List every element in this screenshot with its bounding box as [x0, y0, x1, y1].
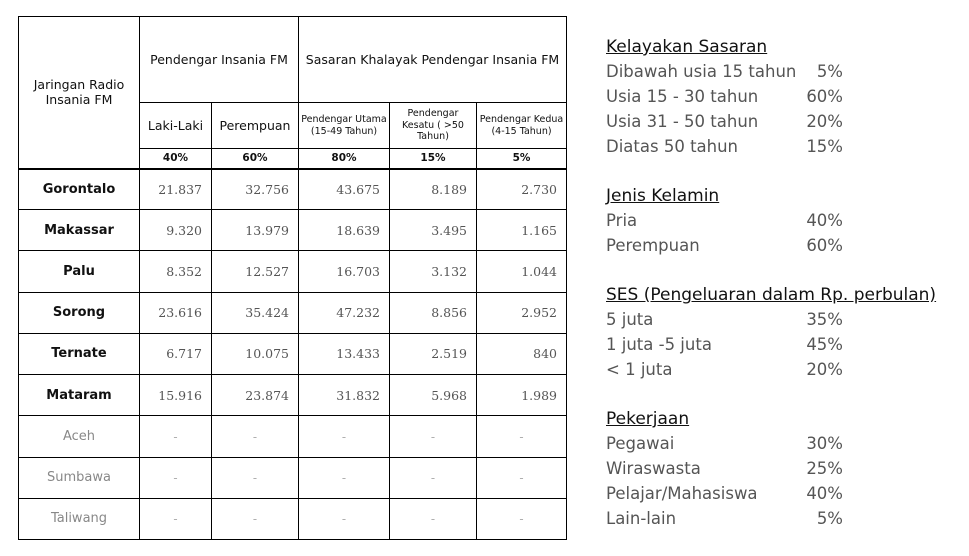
- criteria-label: Dibawah usia 15 tahun: [606, 62, 797, 81]
- criteria-row: [606, 431, 956, 456]
- value-cell: 8.189: [390, 169, 477, 210]
- value-cell: -: [299, 416, 390, 457]
- value-cell: 21.837: [140, 169, 212, 210]
- city-cell: Ternate: [19, 333, 140, 374]
- value-cell: 1.165: [477, 210, 567, 251]
- value-cell: 6.717: [140, 333, 212, 374]
- criteria-label: Perempuan: [606, 236, 700, 255]
- value-cell: 840: [477, 333, 567, 374]
- value-cell: -: [212, 416, 299, 457]
- criteria-label: Pegawai: [606, 434, 675, 453]
- criteria-value: 60%: [806, 87, 843, 106]
- criteria-value: 40%: [806, 211, 843, 230]
- value-cell: 13.979: [212, 210, 299, 251]
- criteria-row: [606, 307, 956, 332]
- criteria-value: 30%: [806, 434, 843, 453]
- criteria-value: 60%: [806, 236, 843, 255]
- subheader: Pendengar Kedua (4-15 Tahun): [477, 103, 567, 149]
- city-cell: Gorontalo: [19, 169, 140, 210]
- criteria-value: 20%: [806, 112, 843, 131]
- value-cell: -: [390, 498, 477, 539]
- criteria-row: [606, 109, 956, 134]
- criteria-label: < 1 juta: [606, 360, 673, 379]
- value-cell: 23.874: [212, 375, 299, 416]
- criteria-value: 45%: [806, 335, 843, 354]
- criteria-row: [606, 59, 956, 84]
- subheader: Perempuan: [212, 103, 299, 149]
- value-cell: 9.320: [140, 210, 212, 251]
- value-cell: -: [140, 416, 212, 457]
- criteria-row: [606, 208, 956, 233]
- criteria-value: 35%: [806, 310, 843, 329]
- criteria-row: [606, 332, 956, 357]
- criteria-label: Lain-lain: [606, 509, 677, 528]
- criteria-value: 15%: [806, 137, 843, 156]
- table-row: [19, 292, 567, 333]
- criteria-section: [606, 184, 956, 258]
- value-cell: 3.495: [390, 210, 477, 251]
- criteria-label: 1 juta -5 juta: [606, 335, 712, 354]
- value-cell: 15.916: [140, 375, 212, 416]
- value-cell: -: [477, 498, 567, 539]
- criteria-label: Diatas 50 tahun: [606, 137, 739, 156]
- criteria-label: Wiraswasta: [606, 459, 701, 478]
- section-title: Pekerjaan: [606, 409, 690, 429]
- value-cell: -: [390, 416, 477, 457]
- table-row: [19, 333, 567, 374]
- percentage-cell: 80%: [299, 149, 390, 169]
- criteria-section: [606, 283, 956, 382]
- corner-header: Jaringan Radio Insania FM: [19, 17, 140, 169]
- value-cell: 8.352: [140, 251, 212, 292]
- criteria-section: [606, 35, 956, 159]
- value-cell: 31.832: [299, 375, 390, 416]
- value-cell: 32.756: [212, 169, 299, 210]
- value-cell: -: [140, 457, 212, 498]
- criteria-label: 5 juta: [606, 310, 654, 329]
- value-cell: 10.075: [212, 333, 299, 374]
- table-row: [19, 498, 567, 539]
- table-row: [19, 210, 567, 251]
- value-cell: -: [212, 457, 299, 498]
- criteria-section: [606, 407, 956, 531]
- table-row: [19, 416, 567, 457]
- subheader: Pendengar Kesatu ( >50 Tahun): [390, 103, 477, 149]
- subheader: Pendengar Utama (15-49 Tahun): [299, 103, 390, 149]
- audience-criteria-panel: [606, 35, 956, 556]
- table-row: [19, 375, 567, 416]
- city-cell: Palu: [19, 251, 140, 292]
- city-cell: Makassar: [19, 210, 140, 251]
- criteria-value: 5%: [816, 509, 843, 528]
- city-cell: Taliwang: [19, 498, 140, 539]
- value-cell: 2.730: [477, 169, 567, 210]
- criteria-value: 5%: [816, 62, 843, 81]
- criteria-value: 20%: [806, 360, 843, 379]
- value-cell: 2.952: [477, 292, 567, 333]
- subheader: Laki-Laki: [140, 103, 212, 149]
- group-header-target: Sasaran Khalayak Pendengar Insania FM: [299, 17, 567, 103]
- value-cell: -: [140, 498, 212, 539]
- value-cell: -: [477, 416, 567, 457]
- criteria-label: Pelajar/Mahasiswa: [606, 484, 758, 503]
- percentage-cell: 15%: [390, 149, 477, 169]
- city-cell: Sumbawa: [19, 457, 140, 498]
- criteria-row: [606, 357, 956, 382]
- value-cell: -: [477, 457, 567, 498]
- table-row: [19, 251, 567, 292]
- percentage-cell: 60%: [212, 149, 299, 169]
- table-body: [19, 169, 567, 540]
- criteria-row: [606, 134, 956, 159]
- criteria-row: [606, 233, 956, 258]
- table-row: [19, 169, 567, 210]
- section-title: SES (Pengeluaran dalam Rp. perbulan): [606, 285, 937, 305]
- criteria-label: Usia 31 - 50 tahun: [606, 112, 759, 131]
- value-cell: 18.639: [299, 210, 390, 251]
- value-cell: 35.424: [212, 292, 299, 333]
- criteria-label: Pria: [606, 211, 638, 230]
- criteria-row: [606, 506, 956, 531]
- value-cell: 1.989: [477, 375, 567, 416]
- section-title: Kelayakan Sasaran: [606, 37, 768, 57]
- value-cell: 16.703: [299, 251, 390, 292]
- criteria-value: 40%: [806, 484, 843, 503]
- criteria-value: 25%: [806, 459, 843, 478]
- criteria-label: Usia 15 - 30 tahun: [606, 87, 759, 106]
- criteria-row: [606, 84, 956, 109]
- value-cell: 1.044: [477, 251, 567, 292]
- value-cell: 43.675: [299, 169, 390, 210]
- value-cell: 2.519: [390, 333, 477, 374]
- criteria-row: [606, 456, 956, 481]
- percentage-cell: 5%: [477, 149, 567, 169]
- city-cell: Aceh: [19, 416, 140, 457]
- value-cell: -: [212, 498, 299, 539]
- value-cell: 23.616: [140, 292, 212, 333]
- criteria-row: [606, 481, 956, 506]
- value-cell: -: [299, 457, 390, 498]
- section-title: Jenis Kelamin: [606, 186, 720, 206]
- value-cell: 47.232: [299, 292, 390, 333]
- audience-table: [18, 16, 567, 540]
- city-cell: Mataram: [19, 375, 140, 416]
- value-cell: -: [390, 457, 477, 498]
- percentage-cell: 40%: [140, 149, 212, 169]
- value-cell: 3.132: [390, 251, 477, 292]
- value-cell: -: [299, 498, 390, 539]
- value-cell: 5.968: [390, 375, 477, 416]
- value-cell: 12.527: [212, 251, 299, 292]
- table-row: [19, 457, 567, 498]
- city-cell: Sorong: [19, 292, 140, 333]
- value-cell: 13.433: [299, 333, 390, 374]
- value-cell: 8.856: [390, 292, 477, 333]
- group-header-listeners: Pendengar Insania FM: [140, 17, 299, 103]
